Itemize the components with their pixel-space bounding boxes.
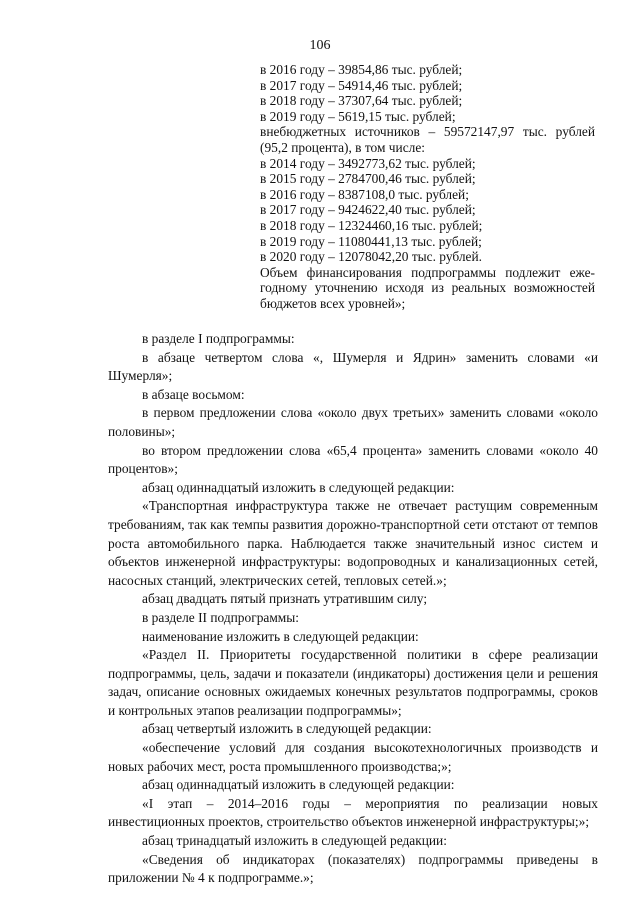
paragraph: абзац двадцать пятый признать утратившим силу; (142, 591, 428, 607)
financing-line: в 2019 году – 5619,15 тыс. рублей; (260, 108, 456, 124)
page-number: 106 (309, 38, 331, 53)
financing-line: в 2020 году – 12078042,20 тыс. рублей. (260, 249, 482, 265)
paragraph: в абзаце четвертом слова «, Шумерля и Ядрин» заменить словами «и Шумерля»; (108, 349, 598, 384)
financing-line: в 2014 году – 3492773,62 тыс. рублей; (260, 155, 476, 171)
financing-block (260, 62, 595, 312)
paragraph: абзац одиннадцатый изложить в следующей редакции: (142, 479, 455, 495)
paragraph: абзац тринадцатый изложить в следующей редакции: (142, 833, 447, 849)
financing-line: в 2018 году – 12324460,16 тыс. рублей; (260, 217, 483, 233)
paragraph: «Раздел II. Приоритеты государственной политики в сфере реализации подпрограммы, цель, задачи и показатели (индикаторы) достижения цели и решения задач, описание основных ожидаемых конечных результатов подпрограммы, сроков и контрольных этапов реализации подпрограммы»; (108, 647, 598, 718)
financing-line: в 2015 году – 2784700,46 тыс. рублей; (260, 171, 476, 187)
paragraph: в разделе II подпрограммы: (142, 609, 299, 625)
paragraph: в первом предложении слова «около двух третьих» заменить словами «около половины»; (108, 405, 598, 439)
paragraph: наименование изложить в следующей редакции: (142, 628, 419, 644)
paragraph: «Транспортная инфраструктура также не отвечает растущим современным требованиям, так как темпы развития дорожно-транспортной сети отстают от темпов роста автомобильного парка. Наблюдается также значительный износ систем и объектов инженерной инфраструктуры: водопроводных и канализационных сетей, насосных станций, электрических сетей, тепловых сетей.»; (108, 498, 598, 588)
paragraph: «I этап – 2014–2016 годы – мероприятия по реализации новых инвестиционных проектов, строительство объектов инженерной инфраструктуры;»; (108, 795, 598, 830)
financing-line: бюджетов всех уровней»; (260, 295, 406, 311)
financing-line: в 2016 году – 8387108,0 тыс. рублей; (260, 186, 469, 202)
paragraph: «обеспечение условий для создания высокотехнологичных производств и новых рабочих мест, роста промышленного производства;»; (108, 740, 598, 774)
paragraph: в абзаце восьмом: (142, 386, 245, 402)
financing-line: (95,2 процента), в том числе: (260, 139, 425, 155)
financing-line: Объем финансирования подпрограммы подлежит еже- (260, 264, 595, 280)
financing-line: в 2017 году – 9424622,40 тыс. рублей; (260, 202, 476, 218)
financing-line: в 2017 году – 54914,46 тыс. рублей; (260, 77, 463, 93)
paragraph: «Сведения об индикаторах (показателях) подпрограммы приведены в приложении № 4 к подпрограмме.»; (108, 851, 598, 886)
financing-line: в 2018 году – 37307,64 тыс. рублей; (260, 93, 463, 109)
financing-line: внебюджетных источников – 59572147,97 тыс. рублей (260, 124, 595, 140)
paragraph: в разделе I подпрограммы: (142, 331, 295, 346)
financing-line: в 2019 году – 11080441,13 тыс. рублей; (260, 233, 482, 249)
paragraph: во втором предложении слова «65,4 процента» заменить словами «около 40 процентов»; (108, 442, 598, 477)
paragraph: абзац четвертый изложить в следующей редакции: (142, 721, 432, 737)
financing-line: в 2016 году – 39854,86 тыс. рублей; (260, 62, 463, 77)
amendments-text (108, 330, 598, 888)
financing-line: годному уточнению исходя из реальных возможностей (260, 280, 595, 296)
paragraph: абзац одиннадцатый изложить в следующей редакции: (142, 777, 455, 793)
